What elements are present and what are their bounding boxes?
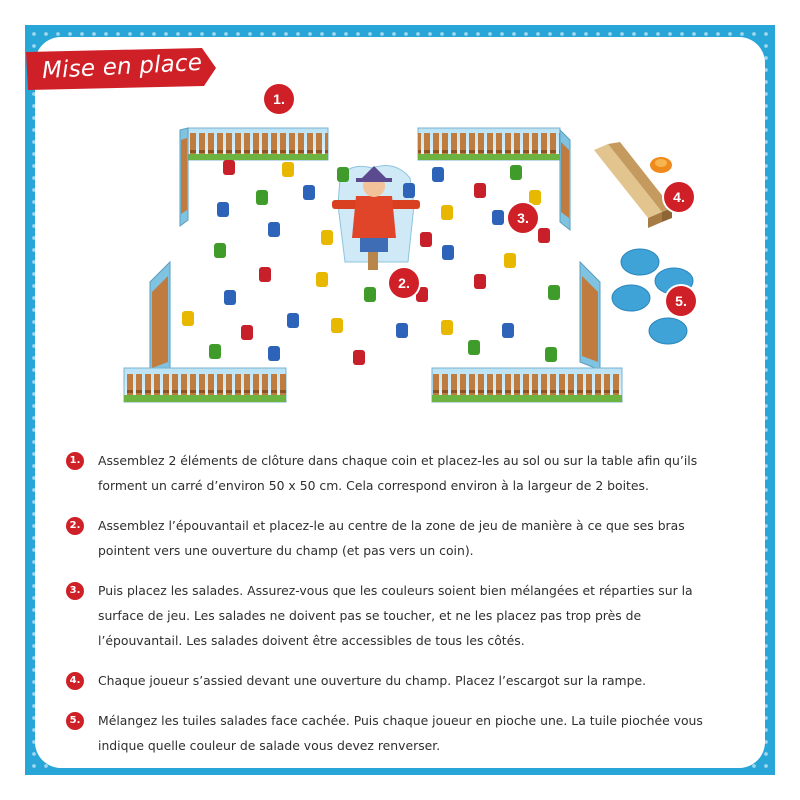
list-item — [66, 668, 726, 693]
marker-3: 3. — [508, 203, 538, 233]
marker-2: 2. — [389, 268, 419, 298]
marker-1: 1. — [264, 84, 294, 114]
step-number-badge: 5. — [66, 712, 84, 730]
fence-bottom-right — [432, 262, 622, 402]
step-text: Assemblez l’épouvantail et placez-le au centre de la zone de jeu de manière à ce que ses bras pointent vers une ouverture du champ (et pas vers un coin). — [98, 518, 685, 558]
wooden-ramp — [594, 142, 672, 228]
fence-top-left — [180, 128, 328, 226]
step-text: Chaque joueur s’assied devant une ouverture du champ. Placez l’escargot sur la rampe. — [98, 673, 647, 688]
marker-5: 5. — [666, 286, 696, 316]
step-text: Puis placez les salades. Assurez-vous que les couleurs soient bien mélangées et réparties sur la surface de jeu. Les salades ne doivent pas se toucher, et ne les placez pas trop près de l’épouvantail. Les salades doivent être accessibles de tous les côtés. — [98, 583, 693, 648]
fence-bottom-left — [124, 262, 286, 402]
list-item — [66, 708, 726, 758]
list-item — [66, 513, 726, 563]
step-number-badge: 1. — [66, 452, 84, 470]
list-item — [66, 578, 726, 653]
step-text: Mélangez les tuiles salades face cachée. Puis chaque joueur en pioche une. La tuile piochée vous indique quelle couleur de salade vous devez renverser. — [98, 713, 703, 753]
step-text: Assemblez 2 éléments de clôture dans chaque coin et placez-les au sol ou sur la table afin qu’ils forment un carré d’environ 50 x 50 cm. Cela correspond environ à la largeur de 2 boites. — [98, 453, 698, 493]
page-title: Mise en place — [41, 49, 203, 85]
step-number-badge: 4. — [66, 672, 84, 690]
list-item — [66, 448, 726, 498]
step-number-badge: 2. — [66, 517, 84, 535]
marker-4: 4. — [664, 182, 694, 212]
step-number-badge: 3. — [66, 582, 84, 600]
instruction-list — [66, 448, 726, 773]
snail-token — [650, 157, 672, 173]
